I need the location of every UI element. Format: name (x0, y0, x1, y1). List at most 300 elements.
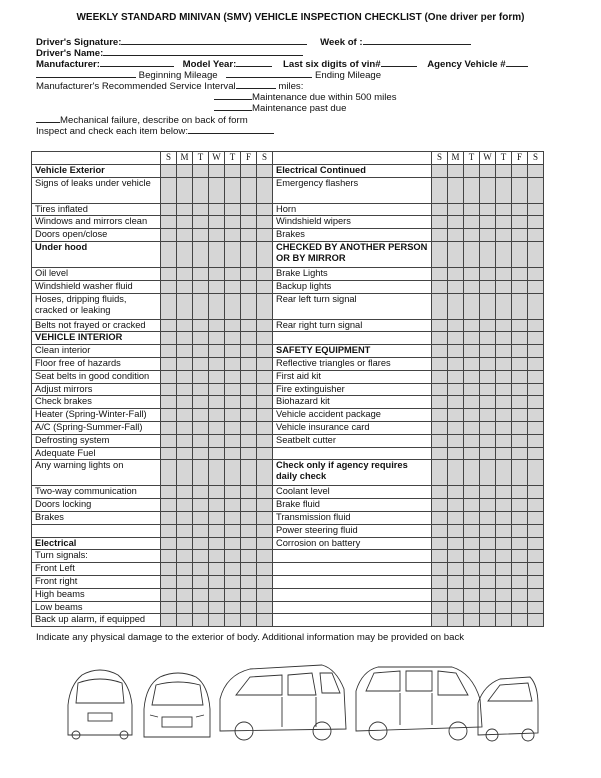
right-day-checkbox[interactable] (480, 229, 496, 242)
left-day-checkbox[interactable] (241, 563, 257, 576)
right-day-checkbox[interactable] (448, 241, 464, 267)
right-day-checkbox[interactable] (448, 499, 464, 512)
right-day-checkbox[interactable] (480, 486, 496, 499)
left-day-checkbox[interactable] (225, 345, 241, 358)
left-day-checkbox[interactable] (193, 434, 209, 447)
left-day-checkbox[interactable] (257, 357, 273, 370)
right-day-checkbox[interactable] (464, 563, 480, 576)
right-day-checkbox[interactable] (464, 203, 480, 216)
right-day-checkbox[interactable] (528, 383, 544, 396)
left-day-checkbox[interactable] (225, 280, 241, 293)
left-day-checkbox[interactable] (225, 421, 241, 434)
right-day-checkbox[interactable] (528, 575, 544, 588)
right-day-checkbox[interactable] (448, 614, 464, 627)
left-day-checkbox[interactable] (193, 614, 209, 627)
right-day-checkbox[interactable] (496, 434, 512, 447)
right-day-checkbox[interactable] (448, 486, 464, 499)
left-day-checkbox[interactable] (225, 486, 241, 499)
left-day-checkbox[interactable] (241, 447, 257, 460)
left-day-checkbox[interactable] (225, 537, 241, 550)
right-day-checkbox[interactable] (448, 164, 464, 177)
left-day-checkbox[interactable] (209, 177, 225, 203)
right-day-checkbox[interactable] (528, 319, 544, 332)
left-day-checkbox[interactable] (193, 241, 209, 267)
right-day-checkbox[interactable] (432, 575, 448, 588)
left-day-checkbox[interactable] (177, 537, 193, 550)
left-day-checkbox[interactable] (177, 319, 193, 332)
left-day-checkbox[interactable] (257, 486, 273, 499)
left-day-checkbox[interactable] (225, 229, 241, 242)
left-day-checkbox[interactable] (177, 293, 193, 319)
left-day-checkbox[interactable] (257, 511, 273, 524)
left-day-checkbox[interactable] (209, 229, 225, 242)
left-day-checkbox[interactable] (161, 550, 177, 563)
right-day-checkbox[interactable] (480, 319, 496, 332)
right-day-checkbox[interactable] (464, 383, 480, 396)
left-day-checkbox[interactable] (209, 216, 225, 229)
left-day-checkbox[interactable] (193, 460, 209, 486)
right-day-checkbox[interactable] (480, 293, 496, 319)
left-day-checkbox[interactable] (177, 601, 193, 614)
left-day-checkbox[interactable] (177, 486, 193, 499)
right-day-checkbox[interactable] (432, 280, 448, 293)
left-day-checkbox[interactable] (193, 293, 209, 319)
left-day-checkbox[interactable] (177, 216, 193, 229)
right-day-checkbox[interactable] (480, 460, 496, 486)
right-day-checkbox[interactable] (496, 537, 512, 550)
right-day-checkbox[interactable] (432, 550, 448, 563)
right-day-checkbox[interactable] (448, 370, 464, 383)
right-day-checkbox[interactable] (496, 563, 512, 576)
left-day-checkbox[interactable] (241, 409, 257, 422)
right-day-checkbox[interactable] (480, 370, 496, 383)
left-day-checkbox[interactable] (161, 319, 177, 332)
right-day-checkbox[interactable] (512, 241, 528, 267)
right-day-checkbox[interactable] (480, 203, 496, 216)
left-day-checkbox[interactable] (193, 550, 209, 563)
left-day-checkbox[interactable] (161, 383, 177, 396)
right-day-checkbox[interactable] (512, 575, 528, 588)
right-day-checkbox[interactable] (480, 280, 496, 293)
right-day-checkbox[interactable] (432, 511, 448, 524)
left-day-checkbox[interactable] (257, 601, 273, 614)
left-day-checkbox[interactable] (193, 203, 209, 216)
right-day-checkbox[interactable] (528, 203, 544, 216)
right-day-checkbox[interactable] (464, 460, 480, 486)
right-day-checkbox[interactable] (432, 229, 448, 242)
left-day-checkbox[interactable] (177, 345, 193, 358)
left-day-checkbox[interactable] (257, 563, 273, 576)
right-day-checkbox[interactable] (464, 280, 480, 293)
right-day-checkbox[interactable] (480, 216, 496, 229)
right-day-checkbox[interactable] (480, 511, 496, 524)
right-day-checkbox[interactable] (496, 293, 512, 319)
right-day-checkbox[interactable] (512, 267, 528, 280)
right-day-checkbox[interactable] (512, 345, 528, 358)
left-day-checkbox[interactable] (177, 396, 193, 409)
right-day-checkbox[interactable] (496, 241, 512, 267)
left-day-checkbox[interactable] (241, 396, 257, 409)
left-day-checkbox[interactable] (161, 216, 177, 229)
left-day-checkbox[interactable] (209, 293, 225, 319)
left-day-checkbox[interactable] (177, 614, 193, 627)
left-day-checkbox[interactable] (193, 499, 209, 512)
left-day-checkbox[interactable] (209, 421, 225, 434)
right-day-checkbox[interactable] (432, 370, 448, 383)
maint-past-field[interactable] (214, 102, 252, 111)
left-day-checkbox[interactable] (257, 164, 273, 177)
left-day-checkbox[interactable] (193, 511, 209, 524)
right-day-checkbox[interactable] (448, 357, 464, 370)
vehicle-damage-diagram[interactable] (60, 655, 540, 743)
right-day-checkbox[interactable] (496, 280, 512, 293)
left-day-checkbox[interactable] (193, 601, 209, 614)
right-day-checkbox[interactable] (528, 614, 544, 627)
left-day-checkbox[interactable] (241, 434, 257, 447)
right-day-checkbox[interactable] (480, 409, 496, 422)
left-day-checkbox[interactable] (161, 241, 177, 267)
drivers-name-field[interactable] (103, 47, 303, 56)
left-day-checkbox[interactable] (209, 319, 225, 332)
right-day-checkbox[interactable] (448, 293, 464, 319)
right-day-checkbox[interactable] (496, 357, 512, 370)
left-day-checkbox[interactable] (161, 499, 177, 512)
left-day-checkbox[interactable] (177, 370, 193, 383)
right-day-checkbox[interactable] (448, 203, 464, 216)
right-day-checkbox[interactable] (480, 164, 496, 177)
right-day-checkbox[interactable] (432, 524, 448, 537)
left-day-checkbox[interactable] (225, 383, 241, 396)
left-day-checkbox[interactable] (241, 370, 257, 383)
right-day-checkbox[interactable] (448, 434, 464, 447)
left-day-checkbox[interactable] (257, 383, 273, 396)
right-day-checkbox[interactable] (512, 460, 528, 486)
right-day-checkbox[interactable] (432, 383, 448, 396)
right-day-checkbox[interactable] (512, 203, 528, 216)
left-day-checkbox[interactable] (193, 396, 209, 409)
left-day-checkbox[interactable] (225, 434, 241, 447)
right-day-checkbox[interactable] (496, 550, 512, 563)
left-day-checkbox[interactable] (225, 267, 241, 280)
left-day-checkbox[interactable] (209, 588, 225, 601)
right-day-checkbox[interactable] (512, 486, 528, 499)
right-day-checkbox[interactable] (432, 216, 448, 229)
maint-500-field[interactable] (214, 91, 252, 100)
left-day-checkbox[interactable] (161, 537, 177, 550)
left-day-checkbox[interactable] (161, 524, 177, 537)
left-day-checkbox[interactable] (161, 460, 177, 486)
right-day-checkbox[interactable] (464, 421, 480, 434)
left-day-checkbox[interactable] (241, 421, 257, 434)
left-day-checkbox[interactable] (209, 409, 225, 422)
right-day-checkbox[interactable] (464, 447, 480, 460)
agency-vehicle-field[interactable] (506, 58, 528, 67)
right-day-checkbox[interactable] (528, 229, 544, 242)
right-day-checkbox[interactable] (528, 550, 544, 563)
right-day-checkbox[interactable] (512, 229, 528, 242)
left-day-checkbox[interactable] (257, 241, 273, 267)
left-day-checkbox[interactable] (209, 357, 225, 370)
left-day-checkbox[interactable] (209, 267, 225, 280)
left-day-checkbox[interactable] (241, 280, 257, 293)
left-day-checkbox[interactable] (241, 550, 257, 563)
left-day-checkbox[interactable] (209, 460, 225, 486)
right-day-checkbox[interactable] (464, 409, 480, 422)
left-day-checkbox[interactable] (241, 203, 257, 216)
left-day-checkbox[interactable] (257, 575, 273, 588)
right-day-checkbox[interactable] (464, 511, 480, 524)
left-day-checkbox[interactable] (241, 499, 257, 512)
right-day-checkbox[interactable] (432, 486, 448, 499)
left-day-checkbox[interactable] (225, 563, 241, 576)
left-day-checkbox[interactable] (241, 524, 257, 537)
right-day-checkbox[interactable] (448, 229, 464, 242)
left-day-checkbox[interactable] (209, 164, 225, 177)
right-day-checkbox[interactable] (496, 216, 512, 229)
left-day-checkbox[interactable] (177, 421, 193, 434)
right-day-checkbox[interactable] (432, 409, 448, 422)
left-day-checkbox[interactable] (241, 486, 257, 499)
right-day-checkbox[interactable] (448, 511, 464, 524)
right-day-checkbox[interactable] (512, 563, 528, 576)
right-day-checkbox[interactable] (432, 203, 448, 216)
right-day-checkbox[interactable] (496, 614, 512, 627)
left-day-checkbox[interactable] (193, 537, 209, 550)
right-day-checkbox[interactable] (512, 614, 528, 627)
left-day-checkbox[interactable] (257, 216, 273, 229)
right-day-checkbox[interactable] (448, 177, 464, 203)
right-day-checkbox[interactable] (496, 460, 512, 486)
right-day-checkbox[interactable] (480, 499, 496, 512)
left-day-checkbox[interactable] (257, 229, 273, 242)
left-day-checkbox[interactable] (241, 319, 257, 332)
left-day-checkbox[interactable] (177, 588, 193, 601)
left-day-checkbox[interactable] (257, 319, 273, 332)
left-day-checkbox[interactable] (225, 550, 241, 563)
left-day-checkbox[interactable] (257, 614, 273, 627)
left-day-checkbox[interactable] (209, 241, 225, 267)
right-day-checkbox[interactable] (512, 370, 528, 383)
left-day-checkbox[interactable] (257, 460, 273, 486)
beginning-mileage-field[interactable] (36, 69, 136, 78)
left-day-checkbox[interactable] (257, 396, 273, 409)
right-day-checkbox[interactable] (480, 575, 496, 588)
right-day-checkbox[interactable] (512, 537, 528, 550)
model-year-field[interactable] (236, 58, 272, 67)
inspect-field[interactable] (188, 125, 274, 134)
right-day-checkbox[interactable] (512, 409, 528, 422)
left-day-checkbox[interactable] (225, 575, 241, 588)
manufacturer-field[interactable] (100, 58, 174, 67)
right-day-checkbox[interactable] (448, 550, 464, 563)
left-day-checkbox[interactable] (177, 563, 193, 576)
left-day-checkbox[interactable] (241, 177, 257, 203)
right-day-checkbox[interactable] (496, 396, 512, 409)
left-day-checkbox[interactable] (161, 511, 177, 524)
right-day-checkbox[interactable] (432, 614, 448, 627)
right-day-checkbox[interactable] (464, 229, 480, 242)
left-day-checkbox[interactable] (241, 216, 257, 229)
left-day-checkbox[interactable] (161, 575, 177, 588)
right-day-checkbox[interactable] (496, 319, 512, 332)
left-day-checkbox[interactable] (225, 601, 241, 614)
right-day-checkbox[interactable] (512, 280, 528, 293)
right-day-checkbox[interactable] (528, 537, 544, 550)
right-day-checkbox[interactable] (496, 203, 512, 216)
right-day-checkbox[interactable] (528, 357, 544, 370)
left-day-checkbox[interactable] (209, 524, 225, 537)
right-day-checkbox[interactable] (432, 499, 448, 512)
right-day-checkbox[interactable] (512, 216, 528, 229)
left-day-checkbox[interactable] (225, 447, 241, 460)
left-day-checkbox[interactable] (225, 370, 241, 383)
left-day-checkbox[interactable] (193, 575, 209, 588)
right-day-checkbox[interactable] (512, 447, 528, 460)
right-day-checkbox[interactable] (512, 332, 528, 345)
left-day-checkbox[interactable] (177, 575, 193, 588)
left-day-checkbox[interactable] (225, 396, 241, 409)
left-day-checkbox[interactable] (161, 409, 177, 422)
right-day-checkbox[interactable] (448, 460, 464, 486)
right-day-checkbox[interactable] (480, 396, 496, 409)
right-day-checkbox[interactable] (528, 177, 544, 203)
right-day-checkbox[interactable] (448, 396, 464, 409)
left-day-checkbox[interactable] (257, 267, 273, 280)
right-day-checkbox[interactable] (528, 434, 544, 447)
right-day-checkbox[interactable] (464, 588, 480, 601)
left-day-checkbox[interactable] (225, 332, 241, 345)
right-day-checkbox[interactable] (528, 370, 544, 383)
right-day-checkbox[interactable] (480, 177, 496, 203)
left-day-checkbox[interactable] (225, 177, 241, 203)
right-day-checkbox[interactable] (480, 601, 496, 614)
left-day-checkbox[interactable] (193, 267, 209, 280)
right-day-checkbox[interactable] (512, 601, 528, 614)
left-day-checkbox[interactable] (257, 280, 273, 293)
right-day-checkbox[interactable] (528, 267, 544, 280)
left-day-checkbox[interactable] (177, 177, 193, 203)
left-day-checkbox[interactable] (241, 588, 257, 601)
left-day-checkbox[interactable] (225, 203, 241, 216)
left-day-checkbox[interactable] (161, 357, 177, 370)
left-day-checkbox[interactable] (209, 499, 225, 512)
left-day-checkbox[interactable] (161, 280, 177, 293)
left-day-checkbox[interactable] (225, 588, 241, 601)
left-day-checkbox[interactable] (161, 421, 177, 434)
left-day-checkbox[interactable] (161, 601, 177, 614)
right-day-checkbox[interactable] (480, 537, 496, 550)
left-day-checkbox[interactable] (209, 550, 225, 563)
left-day-checkbox[interactable] (257, 537, 273, 550)
left-day-checkbox[interactable] (257, 499, 273, 512)
right-day-checkbox[interactable] (480, 614, 496, 627)
right-day-checkbox[interactable] (528, 511, 544, 524)
right-day-checkbox[interactable] (512, 177, 528, 203)
right-day-checkbox[interactable] (464, 177, 480, 203)
left-day-checkbox[interactable] (193, 345, 209, 358)
right-day-checkbox[interactable] (432, 396, 448, 409)
left-day-checkbox[interactable] (209, 332, 225, 345)
left-day-checkbox[interactable] (241, 601, 257, 614)
right-day-checkbox[interactable] (528, 421, 544, 434)
left-day-checkbox[interactable] (161, 447, 177, 460)
left-day-checkbox[interactable] (209, 383, 225, 396)
right-day-checkbox[interactable] (432, 332, 448, 345)
left-day-checkbox[interactable] (193, 370, 209, 383)
left-day-checkbox[interactable] (161, 486, 177, 499)
left-day-checkbox[interactable] (241, 229, 257, 242)
left-day-checkbox[interactable] (225, 511, 241, 524)
left-day-checkbox[interactable] (209, 447, 225, 460)
right-day-checkbox[interactable] (512, 499, 528, 512)
left-day-checkbox[interactable] (193, 409, 209, 422)
left-day-checkbox[interactable] (193, 332, 209, 345)
left-day-checkbox[interactable] (161, 345, 177, 358)
left-day-checkbox[interactable] (177, 203, 193, 216)
left-day-checkbox[interactable] (177, 524, 193, 537)
left-day-checkbox[interactable] (193, 421, 209, 434)
right-day-checkbox[interactable] (464, 332, 480, 345)
left-day-checkbox[interactable] (209, 280, 225, 293)
left-day-checkbox[interactable] (241, 357, 257, 370)
left-day-checkbox[interactable] (193, 486, 209, 499)
right-day-checkbox[interactable] (480, 332, 496, 345)
right-day-checkbox[interactable] (464, 396, 480, 409)
right-day-checkbox[interactable] (496, 267, 512, 280)
right-day-checkbox[interactable] (528, 241, 544, 267)
right-day-checkbox[interactable] (464, 601, 480, 614)
left-day-checkbox[interactable] (193, 280, 209, 293)
right-day-checkbox[interactable] (448, 383, 464, 396)
left-day-checkbox[interactable] (241, 241, 257, 267)
left-day-checkbox[interactable] (241, 293, 257, 319)
right-day-checkbox[interactable] (512, 383, 528, 396)
right-day-checkbox[interactable] (480, 550, 496, 563)
right-day-checkbox[interactable] (464, 164, 480, 177)
right-day-checkbox[interactable] (480, 524, 496, 537)
left-day-checkbox[interactable] (241, 460, 257, 486)
left-day-checkbox[interactable] (161, 588, 177, 601)
left-day-checkbox[interactable] (257, 434, 273, 447)
left-day-checkbox[interactable] (177, 550, 193, 563)
left-day-checkbox[interactable] (177, 332, 193, 345)
right-day-checkbox[interactable] (480, 434, 496, 447)
left-day-checkbox[interactable] (257, 345, 273, 358)
left-day-checkbox[interactable] (225, 241, 241, 267)
right-day-checkbox[interactable] (432, 537, 448, 550)
right-day-checkbox[interactable] (464, 357, 480, 370)
left-day-checkbox[interactable] (193, 164, 209, 177)
right-day-checkbox[interactable] (464, 434, 480, 447)
left-day-checkbox[interactable] (161, 293, 177, 319)
left-day-checkbox[interactable] (161, 164, 177, 177)
right-day-checkbox[interactable] (528, 409, 544, 422)
left-day-checkbox[interactable] (225, 216, 241, 229)
left-day-checkbox[interactable] (161, 396, 177, 409)
left-day-checkbox[interactable] (161, 203, 177, 216)
right-day-checkbox[interactable] (464, 499, 480, 512)
left-day-checkbox[interactable] (177, 229, 193, 242)
right-day-checkbox[interactable] (528, 332, 544, 345)
right-day-checkbox[interactable] (480, 447, 496, 460)
right-day-checkbox[interactable] (496, 332, 512, 345)
left-day-checkbox[interactable] (209, 486, 225, 499)
left-day-checkbox[interactable] (241, 164, 257, 177)
right-day-checkbox[interactable] (464, 293, 480, 319)
right-day-checkbox[interactable] (480, 421, 496, 434)
left-day-checkbox[interactable] (193, 216, 209, 229)
left-day-checkbox[interactable] (257, 588, 273, 601)
